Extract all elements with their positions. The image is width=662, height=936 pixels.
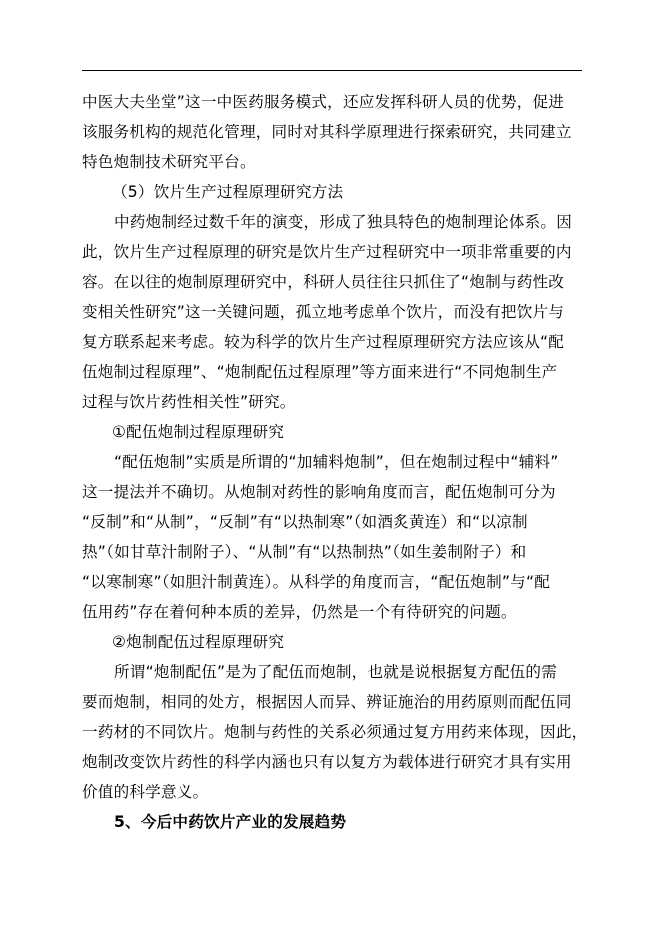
text-line: “以寒制寒”（如胆汁制黄连）。从科学的角度而言，“配伍炮制”与“配	[82, 573, 551, 591]
text-line: 一药材的不同饮片。炮制与药性的关系必须通过复方用药来体现，因此，	[82, 723, 588, 741]
text-line: “反制”和“从制”，“反制”有“以热制寒”（如酒炙黄连）和“以凉制	[82, 513, 528, 531]
text-line: 中医大夫坐堂”这一中医药服务模式，还应发挥科研人员的优势，促进	[82, 93, 565, 111]
text-line: 过程与饮片药性相关性”研究。	[82, 393, 296, 411]
subsection-heading: ①配伍炮制过程原理研究	[112, 423, 285, 441]
text-line: 伍用药”存在着何种本质的差异，仍然是一个有待研究的问题。	[82, 603, 517, 621]
text-line: 容。在以往的炮制原理研究中，科研人员往往只抓住了“炮制与药性改	[82, 273, 565, 291]
text-line: 特色炮制技术研究平台。	[82, 153, 256, 171]
text-line: 变相关性研究”这一关键问题，孤立地考虑单个饮片，而没有把饮片与	[82, 303, 565, 321]
text-line: 该服务机构的规范化管理，同时对其科学原理进行探索研究，共同建立	[82, 123, 572, 141]
paragraph-start: 所谓“炮制配伍”是为了配伍而炮制，也就是说根据复方配伍的需	[114, 663, 557, 681]
text-line: 伍炮制过程原理”、“炮制配伍过程原理”等方面来进行“不同炮制生产	[82, 363, 558, 381]
section-heading: （5）饮片生产过程原理研究方法	[112, 183, 344, 201]
text-line: 此，饮片生产过程原理的研究是饮片生产过程研究中一项非常重要的内	[82, 243, 572, 261]
header-rule	[82, 70, 582, 71]
text-line: 炮制改变饮片药性的科学内涵也只有以复方为载体进行研究才具有实用	[82, 753, 572, 771]
section-title: 5、今后中药饮片产业的发展趋势	[114, 813, 347, 831]
text-line: 热”（如甘草汁制附子）、“从制”有“以热制热”（如生姜制附子）和	[82, 543, 527, 561]
text-line: 要而炮制，相同的处方，根据因人而异、辨证施治的用药原则而配伍同	[82, 693, 572, 711]
text-line: 价值的科学意义。	[82, 783, 209, 801]
subsection-heading: ②炮制配伍过程原理研究	[112, 633, 285, 651]
paragraph-start: 中药炮制经过数千年的演变，形成了独具特色的炮制理论体系。因	[114, 213, 573, 231]
text-line: 复方联系起来考虑。较为科学的饮片生产过程原理研究方法应该从“配	[82, 333, 565, 351]
paragraph-start: “配伍炮制”实质是所谓的“加辅料炮制”，但在炮制过程中“辅料”	[114, 453, 559, 471]
text-line: 这一提法并不确切。从炮制对药性的影响角度而言，配伍炮制可分为	[82, 483, 556, 501]
